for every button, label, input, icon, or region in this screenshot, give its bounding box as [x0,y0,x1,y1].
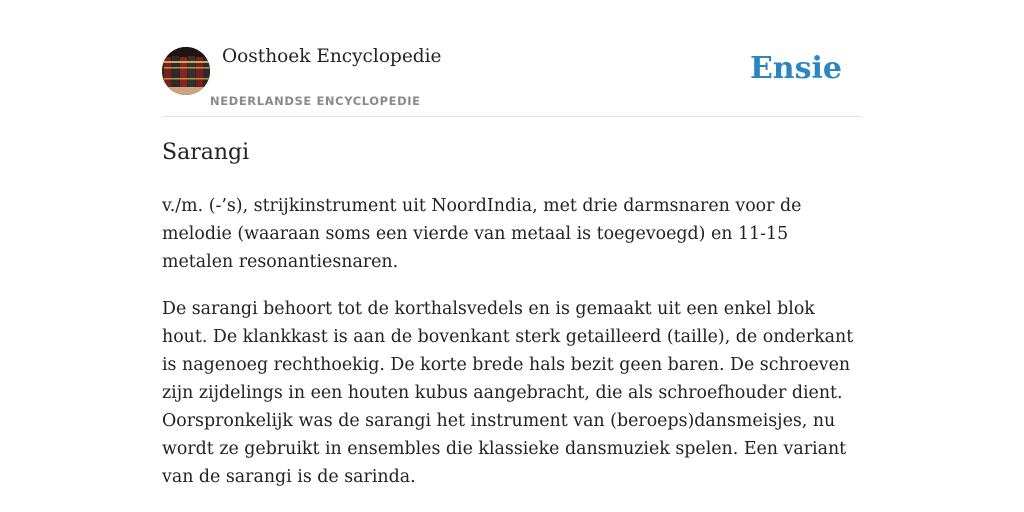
entry-body [162,192,862,510]
entry-title: Sarangi [162,140,250,165]
site-header [162,0,862,117]
encyclopedia-books-icon[interactable] [162,47,210,95]
entry-paragraph: De sarangi behoort tot de korthalsvedels en is gemaakt uit een enkel blok hout. De klankkast is aan de bovenkant sterk getailleerd (taille), de onderkant is nagenoeg rechthoekig. De korte brede hals bezit geen baren. De schroeven zijn zijdelings in een houten kubus aangebracht, die als schroefhouder dient. Oorspronkelijk was de sarangi het instrument van (beroeps)dansmeisjes, nu wordt ze gebruikt in ensembles die klassieke dansmuziek spelen. Een variant van de sarangi is de sarinda. [162,299,854,487]
brand-logo-link[interactable]: Ensie [749,51,842,86]
site-subtitle: NEDERLANDSE ENCYCLOPEDIE [210,94,421,108]
page-container [162,0,862,487]
entry-paragraph: v./m. (-’s), strijkinstrument uit NoordIndia, met drie darmsnaren voor de melodie (waaraan soms een vierde van metaal is toegevoegd) en 11-15 metalen resonantiesnaren. [162,196,802,272]
site-title[interactable]: Oosthoek Encyclopedie [222,46,442,67]
